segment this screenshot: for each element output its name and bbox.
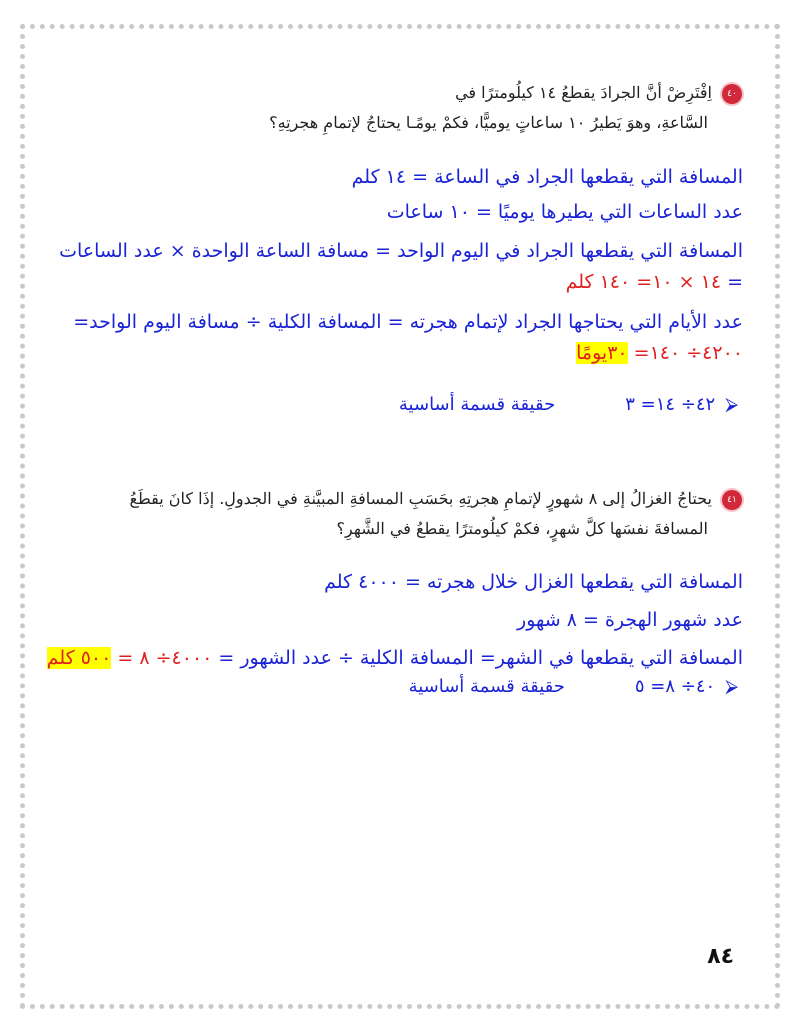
answer-line: المسافة التي يقطعها الجراد في اليوم الواحد = مسافة الساعة الواحدة × عدد الساعات [59,240,743,262]
answer-line: = ١٤ × ١٠= ١٤٠ كلم [565,271,743,293]
question-number-badge: ٤١ [722,490,742,510]
question-number-badge: ٤٠ [722,84,742,104]
question-40-line2: السَّاعةِ، وهوَ يَطيرُ ١٠ ساعاتٍ يوميًّا، فكمْ يومًـا يحتاجُ لإتمامِ هجرتِهِ؟ [269,113,708,132]
question-41-line2: المسافةَ نفسَها كلَّ شهرٍ، فكمْ كيلُومترًا يقطعُ في الشَّهرِ؟ [336,519,708,538]
arrow-bullet-icon: ⮚ [725,676,738,697]
question-40-line1: ٤٠اِفْتَرِضْ أنَّ الجرادَ يقطعُ ١٤ كيلُومترًا في [102,78,742,108]
division-fact-40: ⮚٤٢÷ ١٤= ٣حقيقة قسمة أساسية [398,394,738,415]
arrow-bullet-icon: ⮚ [725,394,738,415]
division-fact-41: ⮚٤٠÷ ٨= ٥حقيقة قسمة أساسية [408,676,738,697]
page-number: ٨٤ [707,944,734,969]
highlighted-result: ٣٠يومًا [576,342,628,364]
highlighted-result: ٥٠٠ كلم [46,647,112,669]
answer-line: ٤٢٠٠÷ ١٤٠= ٣٠يومًا [576,342,743,364]
question-41 [102,484,742,544]
answer-line: عدد الساعات التي يطيرها يوميًا = ١٠ ساعات [386,201,743,223]
answer-line: المسافة التي يقطعها الجراد في الساعة = ١٤ كلم [351,166,743,188]
question-40 [102,78,742,138]
answer-line: عدد شهور الهجرة = ٨ شهور [517,609,743,631]
answer-line: المسافة التي يقطعها في الشهر= المسافة الكلية ÷ عدد الشهور = ٤٠٠٠÷ ٨ = ٥٠٠ كلم [46,647,743,669]
answer-line: عدد الأيام التي يحتاجها الجراد لإتمام هجرته = المسافة الكلية ÷ مسافة اليوم الواحد= [73,311,743,333]
answer-line: المسافة التي يقطعها الغزال خلال هجرته = ٤٠٠٠ كلم [324,571,743,593]
answer-40 [43,160,743,366]
question-41-line1: ٤١يحتاجُ الغزالُ إلى ٨ شهورٍ لإتمامِ هجرتِهِ بحَسَبِ المسافةِ المبيَّنةِ في الجدولِ. إذَا كانَ يقطَعُ [102,484,742,514]
answer-41 [43,563,743,677]
